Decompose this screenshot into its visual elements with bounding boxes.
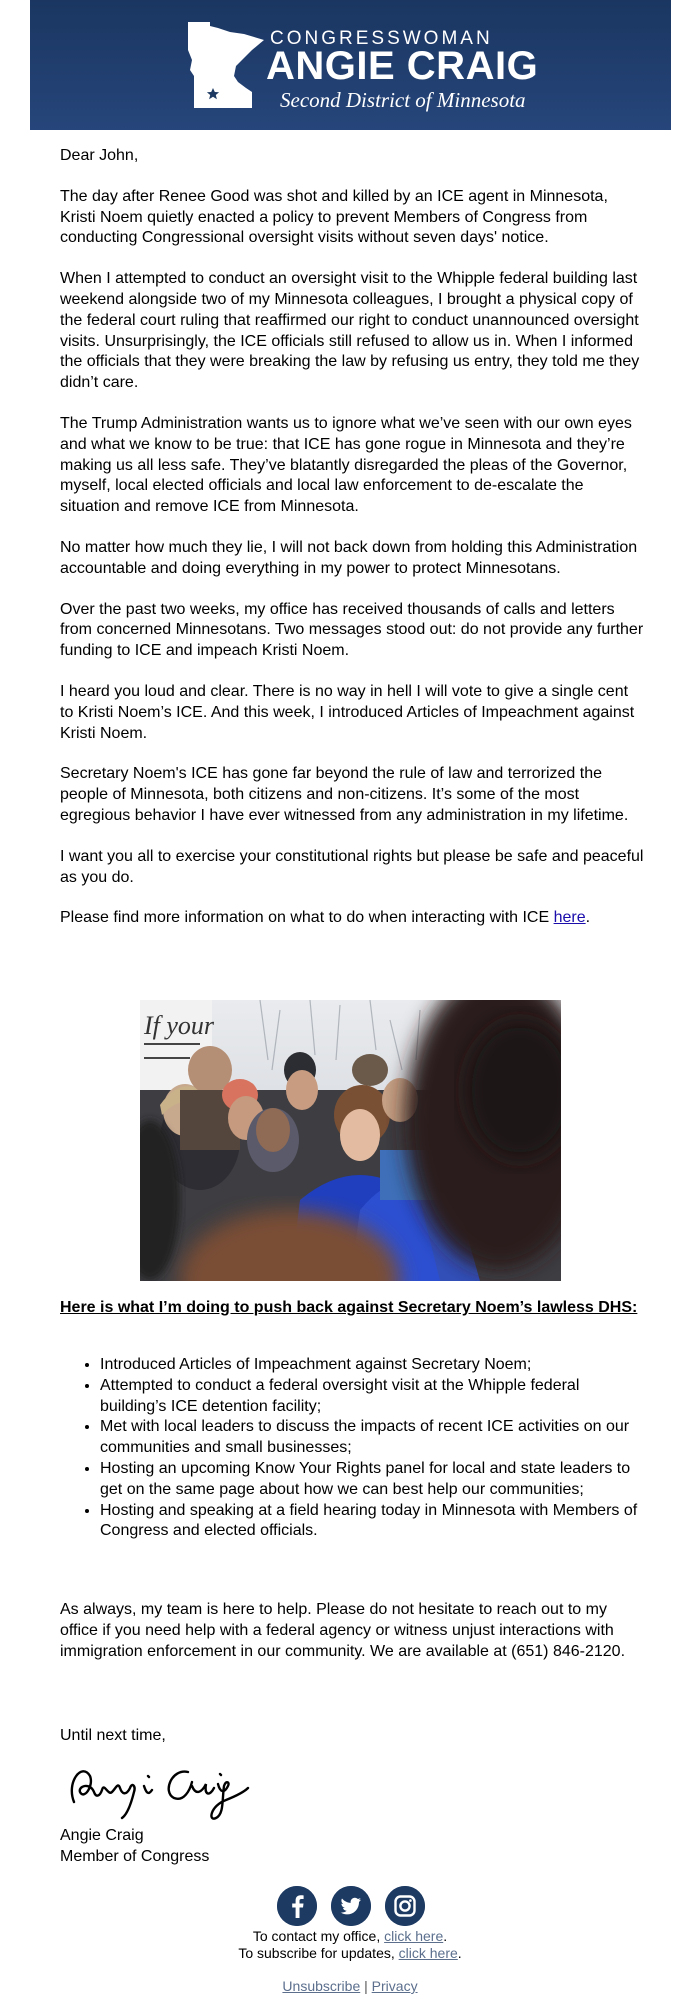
footer-separator: | [364,1978,368,1994]
paragraph-4: No matter how much they lie, I will not back down from holding this Administration accountable and doing everything in my power to protect Minnesotans. [60,538,638,577]
paragraph-7: Secretary Noem's ICE has gone far beyond the rule of law and terrorized the people of Minnesota, both citizens and non-citizens. It’s some of the most egregious behavior I have ever witnessed from any administration in my lifetime. [60,765,629,824]
paragraph-1: The day after Renee Good was shot and killed by an ICE agent in Minnesota, Kristi Noem quietly enacted a policy to prevent Members of Congress from conducting Congressional oversight visits without seven days' notice. [60,187,608,247]
handwritten-signature [60,1752,260,1824]
subscribe-line: To subscribe for updates, click here. [238,1945,462,1961]
signoff: Until next time, [60,1727,166,1744]
greeting: Dear John, [60,147,139,164]
social-links [277,1886,425,1926]
list-item: • Introduced Articles of Impeachment against Secretary Noem; [100,1355,645,1376]
footer-legal [0,1978,700,1995]
paragraph-8: I want you all to exercise your constitutional rights but please be safe and peaceful as you do. [60,847,644,886]
signature-block [60,1826,209,1868]
info-here-link[interactable]: here [553,909,586,927]
list-item: • Met with local leaders to discuss the impacts of recent ICE activities on our communities and small businesses; [100,1417,645,1459]
contact-click-here-link[interactable]: click here [384,1928,444,1944]
actions-heading: Here is what I’m doing to push back against Secretary Noem’s lawless DHS: [60,1299,638,1316]
footer-contact [0,1928,700,1962]
list-item: • Attempted to conduct a federal oversight visit at the Whipple federal building’s ICE detention facility; [100,1376,645,1418]
paragraph-6: I heard you loud and clear. There is no way in hell I will vote to give a single cent to Kristi Noem’s ICE. And this week, I introduced Articles of Impeachment against Kristi Noem. [60,682,635,742]
contact-line: To contact my office, click here. [252,1928,448,1944]
closing-paragraph: As always, my team is here to help. Please do not hesitate to reach out to my office if you need help with a federal agency or witness unjust interactions with immigration enforcement in our community. We are available at (651) 846-2120. [60,1601,626,1660]
info-text: Please find more information on what to do when interacting with ICE [60,909,554,927]
list-item: • Hosting an upcoming Know Your Rights panel for local and state leaders to get on the same page about how we can best help our communities; [100,1459,645,1501]
press-photo [140,1000,561,1281]
svg-text:If your: If your [144,1011,215,1040]
header-banner [30,0,671,130]
header-subtitle: Second District of Minnesota [280,88,526,112]
info-end: . [585,909,591,927]
instagram-icon[interactable] [385,1886,425,1926]
paragraph-2: When I attempted to conduct an oversight visit to the Whipple federal building last weekend alongside two of my Minnesota colleagues, I brought a physical copy of the federal court ruling that reaffirmed our right to conduct unannounced oversight visits. Unsurprisingly, the ICE officials still refused to allow us in. When I informed the officials that they were breaking the law by refusing us entry, they told me they didn’t care. [60,270,640,392]
press-photo-illustration [140,1000,561,1281]
header-title-name: ANGIE CRAIG [266,44,539,88]
info-paragraph [60,908,645,929]
twitter-icon[interactable] [331,1886,371,1926]
privacy-link[interactable]: Privacy [371,1978,418,1994]
actions-list [60,1355,645,1542]
subscribe-click-here-link[interactable]: click here [398,1945,458,1961]
signature-name: Angie Craig [60,1827,144,1844]
letter-body [60,146,645,949]
unsubscribe-link[interactable]: Unsubscribe [282,1978,361,1994]
signature-role: Member of Congress [60,1847,210,1865]
header-title-small: CONGRESSWOMAN [270,28,493,49]
paragraph-3: The Trump Administration wants us to ignore what we’ve seen with our own eyes and what we know to be true: that ICE has gone rogue in Minnesota and they’re making us all less safe. They’ve blatantly disregarded the pleas of the Governor, myself, local elected officials and local law enforcement to de-escalate the situation and remove ICE from Minnesota. [60,414,632,516]
list-item: • Hosting and speaking at a field hearing today in Minnesota with Members of Congress and elected officials. [100,1501,645,1543]
paragraph-5: Over the past two weeks, my office has received thousands of calls and letters from concerned Minnesotans. Two messages stood out: do not provide any further funding to ICE and impeach Kristi Noem. [60,600,644,660]
facebook-icon[interactable] [277,1886,317,1926]
minnesota-state-icon [180,20,272,110]
